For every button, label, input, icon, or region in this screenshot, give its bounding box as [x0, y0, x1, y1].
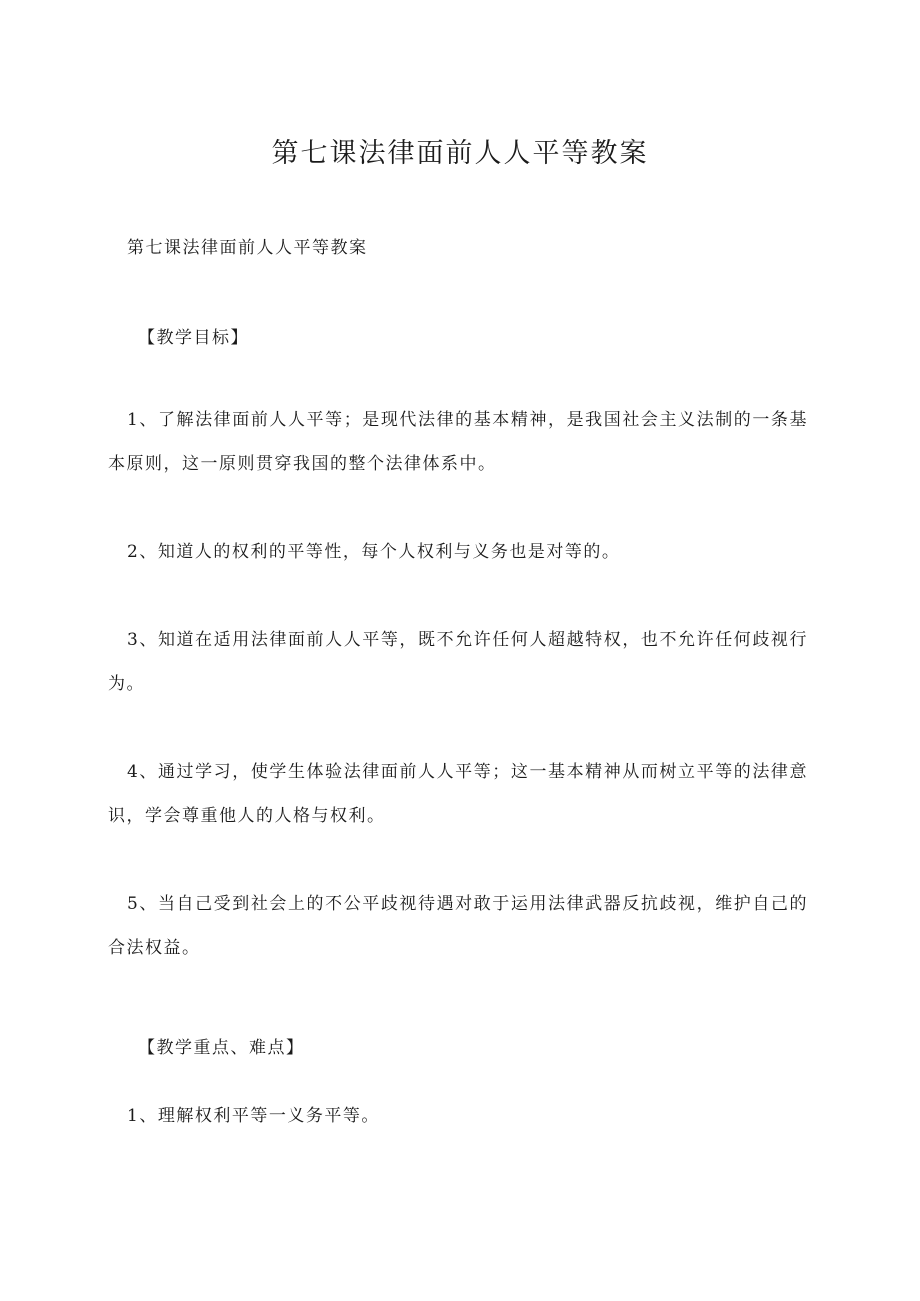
keypoint-item: 1、理解权利平等一义务平等。	[127, 1106, 380, 1126]
document-title: 第七课法律面前人人平等教案	[271, 138, 649, 169]
objective-item: 3、知道在适用法律面前人人平等，既不允许任何人超越特权，也不允许任何歧视行为。	[108, 630, 808, 694]
objective-item: 4、通过学习，使学生体验法律面前人人平等；这一基本精神从而树立平等的法律意识，学会尊重他人的人格与权利。	[108, 762, 808, 826]
objective-item: 2、知道人的权利的平等性，每个人权利与义务也是对等的。	[127, 542, 621, 562]
keypoints-heading: 【教学重点、难点】	[138, 1038, 305, 1058]
document-subtitle: 第七课法律面前人人平等教案	[127, 238, 368, 258]
objectives-heading: 【教学目标】	[138, 328, 249, 348]
objective-item: 5、当自己受到社会上的不公平歧视待遇对敢于运用法律武器反抗歧视，维护自己的合法权益。	[108, 894, 808, 958]
objective-item: 1、了解法律面前人人平等；是现代法律的基本精神，是我国社会主义法制的一条基本原则，这一原则贯穿我国的整个法律体系中。	[108, 410, 808, 474]
